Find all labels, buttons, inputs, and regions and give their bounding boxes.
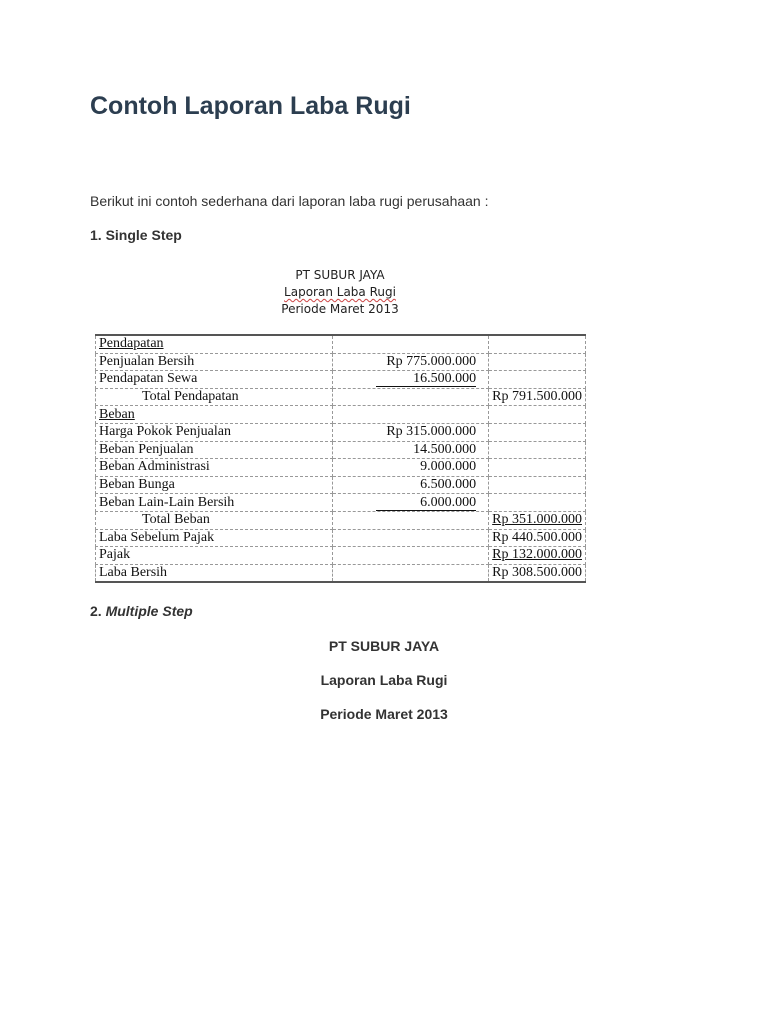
row-amount	[332, 511, 488, 529]
table-row	[96, 564, 586, 582]
table-row	[96, 371, 586, 389]
multi-period: Periode Maret 2013	[320, 706, 448, 722]
row-label-text: Total Pendapatan	[142, 389, 239, 405]
table-row	[96, 388, 586, 406]
table-row	[96, 494, 586, 512]
multi-report: Laporan Laba Rugi	[320, 672, 448, 688]
row-label	[96, 406, 333, 424]
table-row	[96, 406, 586, 424]
row-total	[489, 371, 586, 389]
row-label	[96, 547, 333, 565]
row-total	[489, 423, 586, 441]
row-amount	[332, 406, 488, 424]
row-amount	[332, 335, 488, 353]
row-amount	[332, 564, 488, 582]
report-period: Periode Maret 2013	[281, 302, 399, 316]
row-label	[96, 388, 333, 406]
row-label	[96, 564, 333, 582]
row-total-text: Rp 132.000.000	[492, 547, 582, 563]
company-name: PT SUBUR JAYA	[295, 268, 385, 282]
table-row	[96, 353, 586, 371]
step-number: 2.	[90, 603, 102, 619]
table-row	[96, 547, 586, 565]
row-amount	[332, 353, 488, 371]
row-total-text: Rp 308.500.000	[492, 565, 582, 581]
row-label	[96, 476, 333, 494]
row-amount	[332, 547, 488, 565]
row-total	[489, 564, 586, 582]
row-amount	[332, 388, 488, 406]
row-label	[96, 494, 333, 512]
row-total	[489, 494, 586, 512]
multi-company: PT SUBUR JAYA	[328, 638, 440, 654]
row-label-text: Beban	[99, 406, 135, 422]
row-label-text: Total Beban	[142, 512, 210, 528]
row-amount-text: Rp 775.000.000	[386, 353, 477, 369]
row-label	[96, 529, 333, 547]
row-total-text: Rp 351.000.000	[492, 512, 582, 528]
row-total	[489, 441, 586, 459]
row-total	[489, 388, 586, 406]
row-amount	[332, 371, 488, 389]
row-amount-text: Rp 315.000.000	[386, 424, 477, 440]
table-row	[96, 441, 586, 459]
row-label-text: Beban Penjualan	[99, 441, 194, 457]
row-label-text: Laba Sebelum Pajak	[99, 529, 215, 545]
row-amount	[332, 476, 488, 494]
table-row	[96, 335, 586, 353]
table-row	[96, 529, 586, 547]
row-label-text: Penjualan Bersih	[99, 353, 195, 369]
row-amount	[332, 441, 488, 459]
row-label-text: Pendapatan Sewa	[99, 371, 198, 387]
row-amount-text: 6.500.000	[420, 477, 477, 493]
row-total	[489, 511, 586, 529]
row-total	[489, 529, 586, 547]
row-total-text: Rp 440.500.000	[492, 529, 582, 545]
report-name: Laporan Laba Rugi	[284, 285, 396, 299]
row-label	[96, 335, 333, 353]
row-label	[96, 459, 333, 477]
row-label-text: Beban Bunga	[99, 477, 175, 493]
page-title: Contoh Laporan Laba Rugi	[90, 92, 411, 120]
row-total	[489, 406, 586, 424]
step2-heading	[90, 603, 193, 619]
row-label-text: Pajak	[99, 547, 131, 563]
row-label-text: Beban Lain-Lain Bersih	[99, 494, 235, 510]
row-label	[96, 441, 333, 459]
row-amount-text: 6.000.000	[376, 496, 476, 511]
row-total	[489, 459, 586, 477]
row-total	[489, 476, 586, 494]
row-amount	[332, 494, 488, 512]
row-total	[489, 547, 586, 565]
income-statement-image	[92, 262, 588, 588]
row-label	[96, 371, 333, 389]
row-amount	[332, 423, 488, 441]
step-label: Single Step	[105, 227, 182, 243]
row-label-text: Beban Administrasi	[99, 459, 210, 475]
row-total	[489, 335, 586, 353]
table-row	[96, 459, 586, 477]
row-total-text: Rp 791.500.000	[492, 389, 582, 405]
table-row	[96, 423, 586, 441]
row-label-text: Harga Pokok Penjualan	[99, 424, 231, 440]
row-label	[96, 353, 333, 371]
table-row	[96, 476, 586, 494]
row-amount	[332, 459, 488, 477]
row-amount	[332, 529, 488, 547]
row-label-text: Pendapatan	[99, 336, 164, 352]
row-amount-text: 16.500.000	[376, 372, 476, 387]
table-row	[96, 511, 586, 529]
row-total	[489, 353, 586, 371]
step1-heading	[90, 227, 182, 243]
income-statement-table	[95, 334, 586, 583]
row-label-text: Laba Bersih	[99, 565, 168, 581]
intro-text: Berikut ini contoh sederhana dari laporan laba rugi perusahaan :	[90, 193, 489, 209]
row-amount-text: 14.500.000	[413, 441, 477, 457]
step-number: 1.	[90, 227, 102, 243]
row-label	[96, 511, 333, 529]
row-amount-text: 9.000.000	[420, 459, 477, 475]
row-label	[96, 423, 333, 441]
step-label: Multiple Step	[105, 603, 193, 619]
